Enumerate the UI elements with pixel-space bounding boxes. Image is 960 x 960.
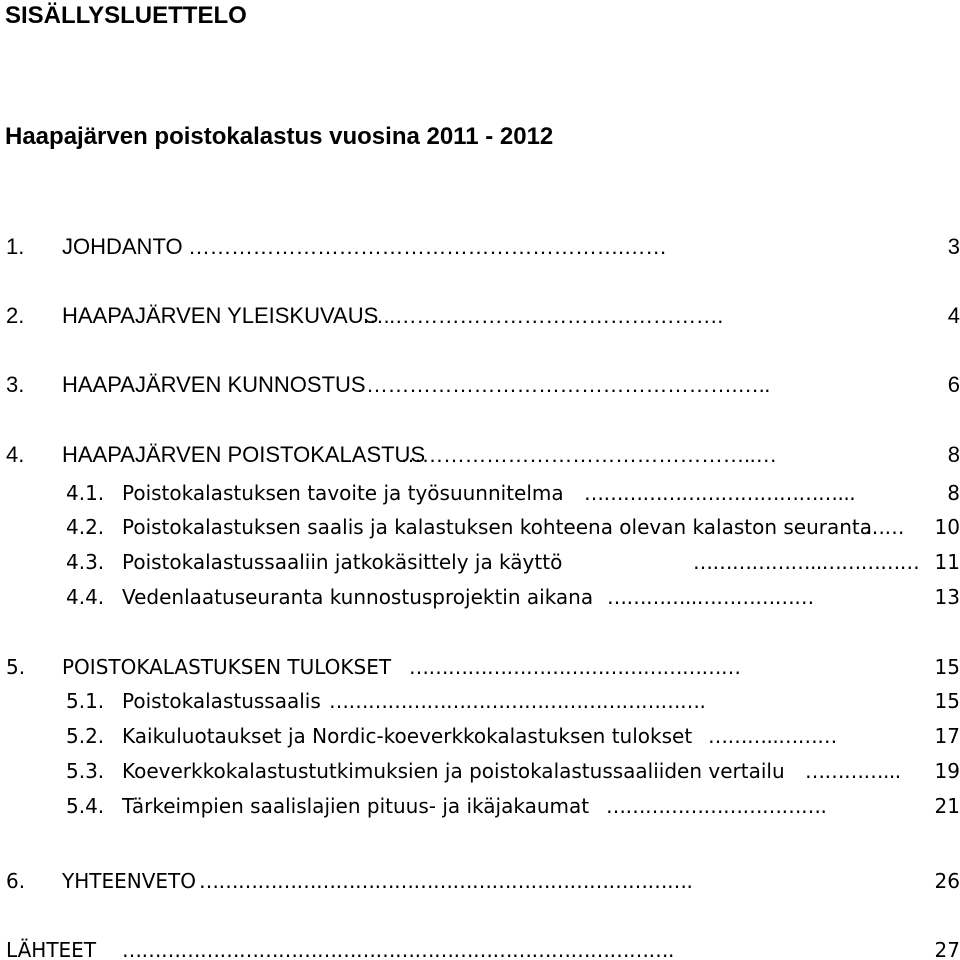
toc-dot-leader: …………………………………………… <box>409 655 741 679</box>
toc-entry-title: POISTOKALASTUKSEN TULOKSET <box>62 655 392 679</box>
toc-entry-number: 3. <box>6 372 25 397</box>
toc-entry-number: 4.2. <box>66 515 105 539</box>
toc-entry[interactable] <box>0 478 960 508</box>
toc-dot-leader: …………………………………………….….. <box>366 372 770 397</box>
toc-entry-title: LÄHTEET <box>6 938 97 960</box>
toc-entry-title: JOHDANTO <box>62 234 183 259</box>
toc-page-number: 19 <box>934 759 960 783</box>
toc-dot-leader: …………………………………... <box>584 481 856 505</box>
toc-entry[interactable] <box>0 512 960 542</box>
toc-dot-leader: …………………………………………..… <box>400 442 777 467</box>
toc-page-number: 15 <box>934 655 960 679</box>
toc-entry-title: Vedenlaatuseuranta kunnostusprojektin aikana <box>122 585 594 609</box>
toc-entry-number: 5.3. <box>66 759 105 783</box>
toc-entry-number: 4.3. <box>66 550 105 574</box>
toc-entry[interactable] <box>0 440 960 470</box>
toc-entry[interactable] <box>0 370 960 400</box>
toc-entry-number: 5. <box>6 655 26 679</box>
toc-page-number: 8 <box>947 481 960 505</box>
toc-entry-title: Tärkeimpien saalislajien pituus- ja ikäjakaumat <box>122 794 590 818</box>
toc-dot-leader: …………………………………………………………………………. <box>122 938 674 960</box>
toc-page-number: 27 <box>934 938 960 960</box>
toc-entry-number: 4.4. <box>66 585 105 609</box>
toc-entry[interactable] <box>0 935 960 960</box>
toc-entry-number: 5.1. <box>66 689 105 713</box>
toc-page-number: 6 <box>947 372 960 397</box>
toc-dot-leader: ………..……… <box>708 724 837 748</box>
toc-entry[interactable] <box>0 232 960 262</box>
toc-dot-leader: …………………………………………………….…… <box>188 234 667 259</box>
toc-dot-leader: …………………………………………………. <box>329 689 706 713</box>
toc-entry[interactable] <box>0 301 960 331</box>
toc-entry[interactable] <box>0 686 960 716</box>
toc-entry[interactable] <box>0 866 960 896</box>
toc-entry-title: Poistokalastussaaliin jatkokäsittely ja käyttö <box>122 550 563 574</box>
toc-page-number: 15 <box>934 689 960 713</box>
toc-page-number: 21 <box>934 794 960 818</box>
toc-dot-leader: ………………..…………… <box>693 550 920 574</box>
toc-entry-title: YHTEENVETO <box>62 869 196 893</box>
toc-entry[interactable] <box>0 791 960 821</box>
toc-entry-title: HAAPAJÄRVEN YLEISKUVAUS <box>62 303 379 328</box>
toc-entry-number: 4.1. <box>66 481 105 505</box>
document-subtitle: Haapajärven poistokalastus vuosina 2011 - 2012 <box>5 123 554 150</box>
toc-entry-number: 4. <box>6 442 25 467</box>
toc-page-number: 17 <box>934 724 960 748</box>
toc-page-number: 4 <box>947 303 960 328</box>
toc-entry-number: 5.2. <box>66 724 105 748</box>
toc-page-number: 3 <box>947 234 960 259</box>
toc-dot-leader: …… <box>865 515 904 539</box>
toc-entry-number: 6. <box>6 869 26 893</box>
toc-dot-leader: …………..……………… <box>607 585 814 609</box>
toc-entry[interactable] <box>0 756 960 786</box>
toc-entry-title: Poistokalastuksen saalis ja kalastuksen kohteena olevan kalaston seuranta <box>122 515 873 539</box>
toc-entry-number: 1. <box>6 234 25 259</box>
toc-entry[interactable] <box>0 582 960 612</box>
toc-entry-number: 5.4. <box>66 794 105 818</box>
toc-page-number: 13 <box>934 585 960 609</box>
toc-page-number: 11 <box>934 550 960 574</box>
toc-dot-leader: ……………………………. <box>606 794 827 818</box>
toc-page-number: 10 <box>934 515 960 539</box>
toc-entry-title: Koeverkkokalastustutkimuksien ja poistokalastussaaliiden vertailu <box>122 759 785 783</box>
toc-dot-leader: …………………………………………………………………. <box>199 869 693 893</box>
toc-dot-leader: …………... <box>805 759 901 783</box>
toc-entry-title: Poistokalastuksen tavoite ja työsuunnitelma <box>122 481 564 505</box>
toc-entry-title: HAAPAJÄRVEN POISTOKALASTUS <box>62 442 426 467</box>
toc-entry[interactable] <box>0 652 960 682</box>
toc-entry[interactable] <box>0 721 960 751</box>
toc-page-number: 26 <box>934 869 960 893</box>
toc-entry[interactable] <box>0 547 960 577</box>
toc-entry-title: Kaikuluotaukset ja Nordic-koeverkkokalastuksen tulokset <box>122 724 693 748</box>
toc-dot-leader: …..………………………………………. <box>362 303 723 328</box>
toc-entry-title: Poistokalastussaalis <box>122 689 321 713</box>
toc-page-number: 8 <box>947 442 960 467</box>
contents-heading: SISÄLLYSLUETTELO <box>5 2 247 29</box>
toc-entry-title: HAAPAJÄRVEN KUNNOSTUS <box>62 372 366 397</box>
toc-entry-number: 2. <box>6 303 25 328</box>
